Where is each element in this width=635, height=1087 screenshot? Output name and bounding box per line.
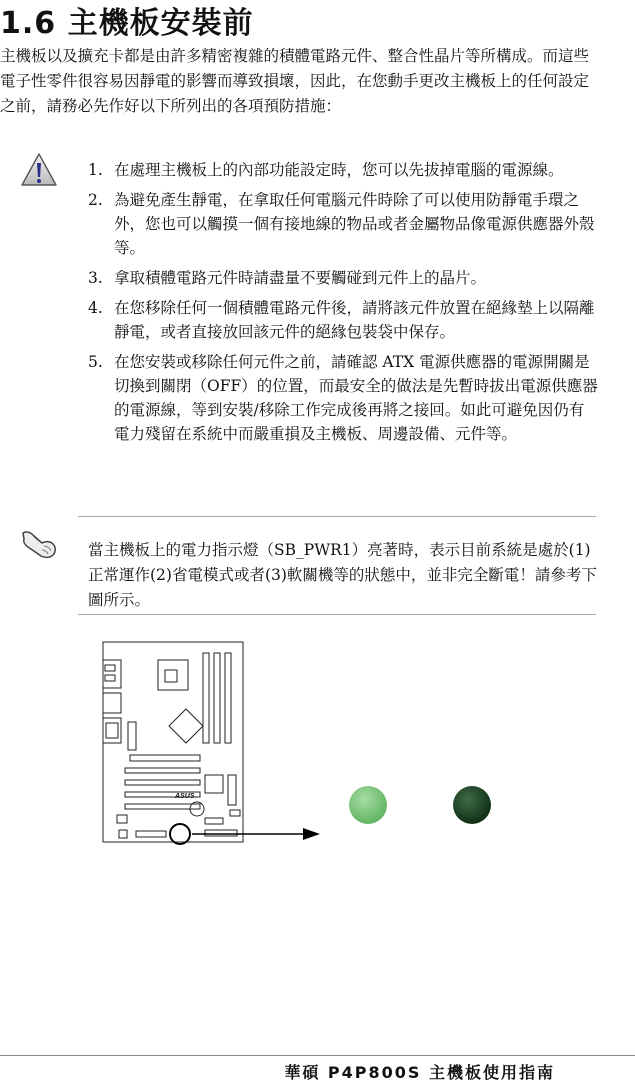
intro-paragraph: 主機板以及擴充卡都是由許多精密複雜的積體電路元件、整合性晶片等所構成。而這些電子性零件很容易因靜電的影響而導致損壞，因此，在您動手更改主機板上的任何設定之前，請務必先作好以下所列出的各項預防措施： [0, 47, 590, 115]
led-off-icon [453, 786, 491, 824]
note-text: 當主機板上的電力指示燈（SB_PWR1）亮著時，表示目前系統是處於(1)正常運作(2)省電模式或者(3)軟關機等的狀態中，並非完全斷電！請參考下圖所示。 [88, 541, 597, 609]
list-item [78, 266, 598, 290]
item-text: 拿取積體電路元件時請盡量不要觸碰到元件上的晶片。 [114, 269, 487, 287]
footer-divider [0, 1055, 635, 1056]
section-title: 1.6 主機板安裝前 [0, 6, 254, 41]
list-item [78, 350, 598, 446]
note-divider-top [78, 516, 596, 517]
warning-triangle-icon [20, 152, 58, 188]
item-text: 在處理主機板上的內部功能設定時，您可以先拔掉電腦的電源線。 [114, 161, 564, 179]
item-number: 1. [88, 161, 103, 179]
list-item [78, 158, 598, 182]
motherboard-outline [103, 642, 243, 842]
item-number: 4. [88, 299, 103, 317]
item-text: 在您安裝或移除任何元件之前，請確認 ATX 電源供應器的電源開關是切換到關閉（OFF）的位置，而最安全的做法是先暫時拔出電源供應器的電源線，等到安裝/移除工作完成後再將之接回。如此可避免因仍有電力殘留在系統中而嚴重損及主機板、周邊設備、元件等。 [114, 353, 598, 443]
pointing-hand-icon [20, 527, 60, 561]
list-item [78, 188, 598, 260]
led-on-icon [349, 786, 387, 824]
board-logo: ASUS [175, 793, 195, 800]
precaution-list [78, 158, 598, 452]
page-footer: 華碩 P4P800S 主機板使用指南 [284, 1063, 555, 1082]
item-text: 為避免產生靜電，在拿取任何電腦元件時除了可以使用防靜電手環之外，您也可以觸摸一個有接地線的物品或者金屬物品像電源供應器外殼等。 [114, 191, 595, 257]
pointer-arrow-head [303, 828, 320, 840]
item-number: 5. [88, 353, 103, 371]
item-number: 3. [88, 269, 103, 287]
note-divider-bottom [78, 614, 596, 615]
item-number: 2. [88, 191, 103, 209]
sb-pwr1-location-circle [170, 824, 190, 844]
list-item [78, 296, 598, 344]
motherboard-diagram [0, 625, 635, 855]
item-text: 在您移除任何一個積體電路元件後，請將該元件放置在絕緣墊上以隔離靜電，或者直接放回該元件的絕緣包裝袋中保存。 [114, 299, 595, 341]
